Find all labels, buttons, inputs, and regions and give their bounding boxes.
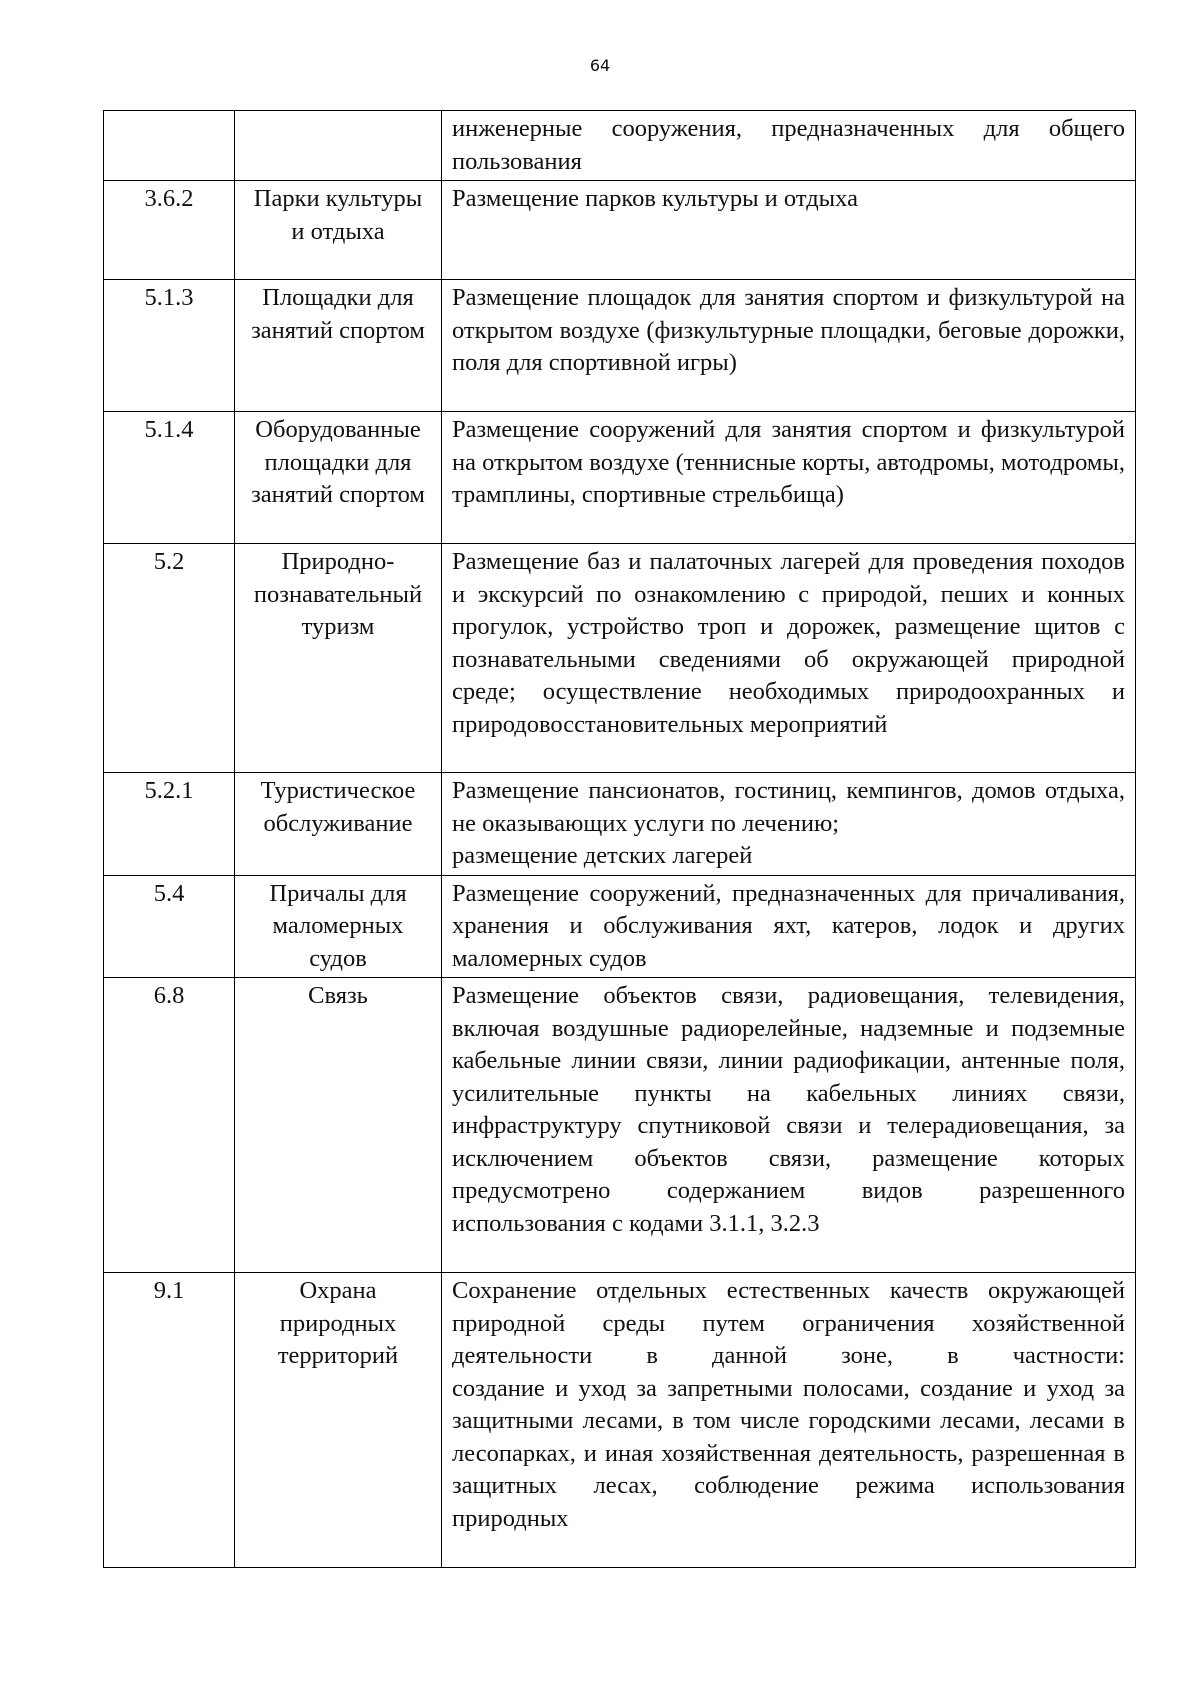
description-paragraph: Размещение объектов связи, радиовещания, телевидения, включая воздушные радиорелейные, надземные и подземные кабельные линии связи, линии радиофикации, антенные поля, усилительные пункты на кабельных линиях связи, инфраструктуру спутниковой связи и телерадиовещания, за исключением объектов связи, размещение которых предусмотрено содержанием видов разрешенного использования с кодами 3.1.1, 3.2.3 [452, 982, 1125, 1237]
description-paragraph: создание и уход за запретными полосами, создание и уход за защитными лесами, в том числе городскими лесами, лесами в лесопарках, и иная хозяйственная деятельность, разрешенная в защитных лесах, соблюдение режима использования природных [452, 1374, 1125, 1532]
row-name [235, 111, 442, 181]
row-code: 9.1 [104, 1273, 235, 1568]
description-paragraph: Размещение сооружений для занятия спортом и физкультурой на открытом воздухе (теннисные корты, автодромы, мотодромы, трамплины, спортивные стрельбища) [452, 416, 1125, 508]
row-code: 5.1.4 [104, 412, 235, 544]
row-description [442, 181, 1136, 280]
row-description [442, 111, 1136, 181]
row-code: 5.2.1 [104, 773, 235, 876]
row-code: 6.8 [104, 978, 235, 1273]
table-row [104, 978, 1136, 1273]
row-name: Охрана природных территорий [235, 1273, 442, 1568]
row-description [442, 544, 1136, 773]
row-code: 5.1.3 [104, 280, 235, 412]
row-description [442, 978, 1136, 1273]
description-paragraph: Размещение сооружений, предназначенных для причаливания, хранения и обслуживания яхт, катеров, лодок и других маломерных судов [452, 879, 1125, 972]
table-row [104, 111, 1136, 181]
row-name: Парки культуры и отдыха [235, 181, 442, 280]
row-description [442, 412, 1136, 544]
row-name: Оборудованные площадки для занятий спортом [235, 412, 442, 544]
row-name: Природно-познавательный туризм [235, 544, 442, 773]
land-use-table [103, 110, 1136, 1568]
row-description [442, 280, 1136, 412]
description-paragraph: Размещение пансионатов, гостиниц, кемпингов, домов отдыха, не оказывающих услуги по лечению; [452, 777, 1125, 837]
row-name: Площадки для занятий спортом [235, 280, 442, 412]
row-code: 5.4 [104, 875, 235, 978]
table-row [104, 181, 1136, 280]
row-name: Туристическое обслуживание [235, 773, 442, 876]
description-paragraph: Размещение площадок для занятия спортом и физкультурой на открытом воздухе (физкультурные площадки, беговые дорожки, поля для спортивной игры) [452, 284, 1125, 376]
table-row [104, 544, 1136, 773]
row-name: Причалы для маломерных судов [235, 875, 442, 978]
row-description [442, 1273, 1136, 1568]
table-row [104, 875, 1136, 978]
row-code: 3.6.2 [104, 181, 235, 280]
description-paragraph: Размещение баз и палаточных лагерей для проведения походов и экскурсий по ознакомлению с природой, пеших и конных прогулок, устройство троп и дорожек, размещение щитов с познавательными сведениями об окружающей природной среде; осуществление необходимых природоохранных и природовосстановительных мероприятий [452, 548, 1125, 738]
table-row [104, 280, 1136, 412]
row-description [442, 773, 1136, 876]
description-paragraph: размещение детских лагерей [452, 842, 753, 869]
row-description [442, 875, 1136, 978]
table-row [104, 1273, 1136, 1568]
row-code [104, 111, 235, 181]
row-code: 5.2 [104, 544, 235, 773]
table-row [104, 412, 1136, 544]
description-paragraph: Сохранение отдельных естественных качеств окружающей природной среды путем ограничения хозяйственной деятельности в данной зоне, в частности: [452, 1277, 1125, 1369]
table-row [104, 773, 1136, 876]
page-number: 64 [589, 56, 611, 75]
description-paragraph: Размещение парков культуры и отдыха [452, 185, 858, 212]
description-paragraph: инженерные сооружения, предназначенных для общего пользования [452, 115, 1125, 175]
row-name: Связь [235, 978, 442, 1273]
